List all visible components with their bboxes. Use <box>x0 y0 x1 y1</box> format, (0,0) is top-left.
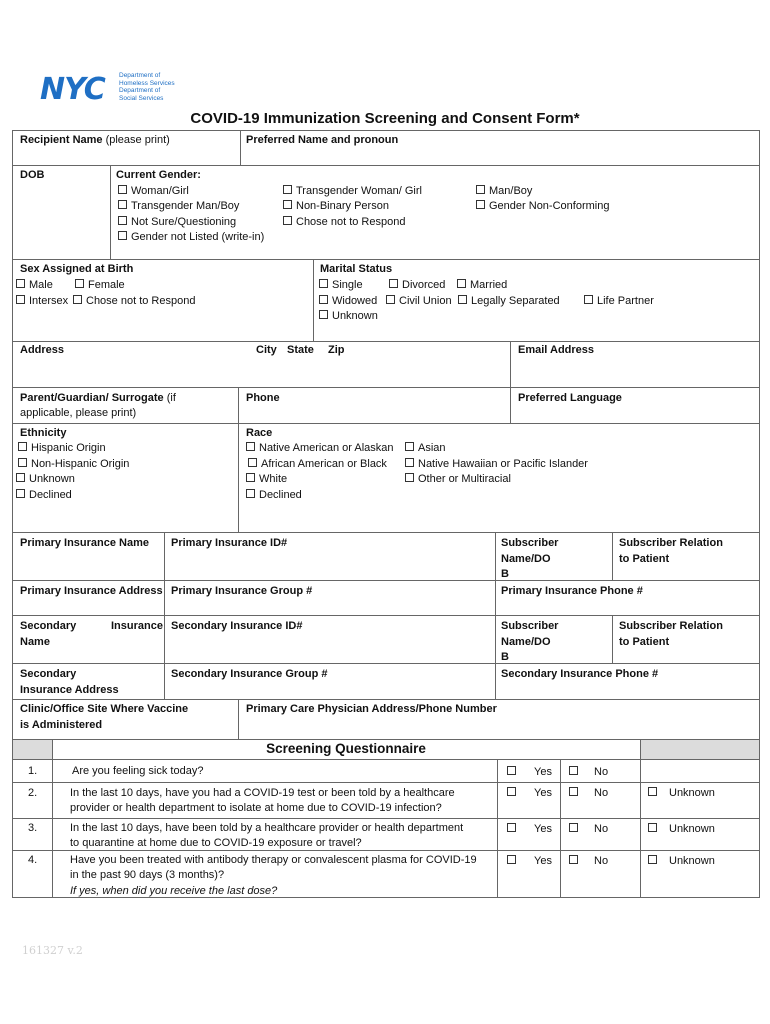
sex-option-male[interactable]: Male <box>16 278 53 294</box>
marital-option-divorced[interactable]: Divorced <box>389 278 445 294</box>
checkbox-icon[interactable] <box>389 279 398 288</box>
clinic-site-label: Clinic/Office Site Where Vaccine is Administered <box>20 703 189 731</box>
marital-option-unknown[interactable]: Unknown <box>319 309 378 325</box>
preferred-language-label: Preferred Language <box>518 392 622 404</box>
checkbox-icon[interactable] <box>648 855 657 864</box>
marital-option-civil-union[interactable]: Civil Union <box>386 294 452 310</box>
city-label: City <box>256 344 277 356</box>
checkbox-icon[interactable] <box>507 787 516 796</box>
marital-option-single[interactable]: Single <box>319 278 363 294</box>
primary-insurance-name-field[interactable] <box>13 553 163 579</box>
checkbox-icon[interactable] <box>569 823 578 832</box>
checkbox-icon[interactable] <box>283 216 292 225</box>
checkbox-icon[interactable] <box>16 489 25 498</box>
marital-option-married[interactable]: Married <box>457 278 507 294</box>
subscriber-dob-label: Subscriber Name/DO B <box>501 537 559 580</box>
question-number: 4. <box>28 854 38 866</box>
checkbox-icon[interactable] <box>246 473 255 482</box>
dob-label: DOB <box>20 169 45 181</box>
address-field[interactable] <box>13 360 509 386</box>
checkbox-icon[interactable] <box>569 855 578 864</box>
secondary-insurance-name-label-c: Name <box>20 636 50 648</box>
answer-yes[interactable]: Yes <box>507 786 552 802</box>
checkbox-icon[interactable] <box>73 295 82 304</box>
marital-option-widowed[interactable]: Widowed <box>319 294 377 310</box>
preferred-name-field[interactable] <box>241 150 758 164</box>
checkbox-icon[interactable] <box>584 295 593 304</box>
question-text: Are you feeling sick today? <box>72 765 204 777</box>
checkbox-icon[interactable] <box>569 766 578 775</box>
answer-no[interactable]: No <box>569 765 608 781</box>
answer-unknown[interactable]: Unknown <box>648 822 715 838</box>
checkbox-icon[interactable] <box>405 458 414 467</box>
marital-status-label: Marital Status <box>320 263 393 275</box>
phone-field[interactable] <box>239 407 509 422</box>
screening-questionnaire-title: Screening Questionnaire <box>266 741 426 756</box>
zip-label: Zip <box>328 344 345 356</box>
question-text: In the last 10 days, have been told by a healthcare provider or health department <box>70 822 464 834</box>
gender-option[interactable]: Transgender Woman/ Girl <box>283 184 422 200</box>
answer-yes[interactable]: Yes <box>507 854 552 870</box>
primary-insurance-id-field[interactable] <box>165 553 494 579</box>
recipient-name-label: Recipient Name (please print) <box>20 134 170 146</box>
checkbox-icon[interactable] <box>118 185 127 194</box>
gender-option[interactable]: Not Sure/Questioning <box>118 215 236 231</box>
primary-insurance-phone-label: Primary Insurance Phone # <box>501 585 643 597</box>
checkbox-icon[interactable] <box>18 442 27 451</box>
checkbox-icon[interactable] <box>283 200 292 209</box>
secondary-insurance-name-label: Secondary <box>20 620 77 632</box>
secondary-insurance-id-field[interactable] <box>165 636 494 662</box>
checkbox-icon[interactable] <box>118 200 127 209</box>
answer-yes[interactable]: Yes <box>507 765 552 781</box>
secondary-insurance-phone-label: Secondary Insurance Phone # <box>501 668 659 680</box>
answer-unknown[interactable]: Unknown <box>648 786 715 802</box>
current-gender-label: Current Gender: <box>116 169 201 181</box>
gender-option[interactable]: Gender not Listed (write-in) <box>118 230 264 246</box>
question-text: In the last 10 days, have you had a COVID-19 test or been told by a healthcare <box>70 787 455 799</box>
nyc-logo: NYC <box>40 72 105 107</box>
checkbox-icon[interactable] <box>16 295 25 304</box>
checkbox-icon[interactable] <box>476 200 485 209</box>
checkbox-icon[interactable] <box>457 279 466 288</box>
race-option[interactable]: Declined <box>246 488 302 504</box>
checkbox-icon[interactable] <box>648 787 657 796</box>
answer-no[interactable]: No <box>569 822 608 838</box>
checkbox-icon[interactable] <box>648 823 657 832</box>
sex-option-chose-not[interactable]: Chose not to Respond <box>73 294 195 310</box>
gender-option[interactable]: Transgender Man/Boy <box>118 199 239 215</box>
race-option[interactable]: Other or Multiracial <box>405 472 511 488</box>
department-name: Department of Homeless Services Department of Social Services <box>119 72 175 102</box>
race-option[interactable]: Native Hawaiian or Pacific Islander <box>405 457 588 473</box>
physician-field[interactable] <box>239 718 758 738</box>
guardian-note: applicable, please print) <box>20 407 137 419</box>
checkbox-icon[interactable] <box>246 489 255 498</box>
checkbox-icon[interactable] <box>75 279 84 288</box>
race-label: Race <box>246 427 273 439</box>
gender-option[interactable]: Woman/Girl <box>118 184 189 200</box>
secondary-subscriber-dob-label: Subscriber Name/DO B <box>501 620 559 663</box>
checkbox-icon[interactable] <box>16 473 25 482</box>
checkbox-icon[interactable] <box>507 855 516 864</box>
race-option[interactable]: White <box>246 472 287 488</box>
checkbox-icon[interactable] <box>405 442 414 451</box>
checkbox-icon[interactable] <box>319 295 328 304</box>
checkbox-icon[interactable] <box>458 295 467 304</box>
checkbox-icon[interactable] <box>118 216 127 225</box>
secondary-insurance-name-label-b: Insurance <box>111 620 163 632</box>
primary-insurance-phone-field[interactable] <box>496 599 758 614</box>
gender-option[interactable]: Man/Boy <box>476 184 532 200</box>
physician-label: Primary Care Physician Address/Phone Number <box>246 703 497 715</box>
email-address-label: Email Address <box>518 344 595 356</box>
primary-insurance-group-label: Primary Insurance Group # <box>171 585 313 597</box>
race-option[interactable]: African American or Black <box>248 457 387 473</box>
checkbox-icon[interactable] <box>476 185 485 194</box>
checkbox-icon[interactable] <box>507 823 516 832</box>
state-label: State <box>287 344 314 356</box>
race-option[interactable]: Asian <box>405 441 446 457</box>
gender-option[interactable]: Chose not to Respond <box>283 215 405 231</box>
marital-option-separated[interactable]: Legally Separated <box>458 294 560 310</box>
phone-label: Phone <box>246 392 280 404</box>
question-number: 1. <box>28 765 38 777</box>
checkbox-icon[interactable] <box>319 279 328 288</box>
email-address-field[interactable] <box>511 360 758 386</box>
secondary-insurance-group-label: Secondary Insurance Group # <box>171 668 328 680</box>
secondary-insurance-address-label: Secondary Insurance Address <box>20 668 119 696</box>
checkbox-icon[interactable] <box>118 231 127 240</box>
answer-unknown[interactable]: Unknown <box>648 854 715 870</box>
checkbox-icon[interactable] <box>18 458 27 467</box>
preferred-name-label: Preferred Name and pronoun <box>246 134 399 146</box>
question-text: in the past 90 days (3 months)? <box>70 869 225 881</box>
question-note: If yes, when did you receive the last dose? <box>70 885 278 897</box>
answer-no[interactable]: No <box>569 786 608 802</box>
question-number: 3. <box>28 822 38 834</box>
ethnicity-label: Ethnicity <box>20 427 67 439</box>
checkbox-icon[interactable] <box>386 295 395 304</box>
question-text: provider or health department to isolate at home due to COVID-19 infection? <box>70 802 442 814</box>
subscriber-relation-label: Subscriber Relation to Patient <box>619 537 723 565</box>
gender-option[interactable]: Gender Non-Conforming <box>476 199 609 215</box>
primary-insurance-id-label: Primary Insurance ID# <box>171 537 288 549</box>
checkbox-icon[interactable] <box>246 442 255 451</box>
secondary-insurance-id-label: Secondary Insurance ID# <box>171 620 303 632</box>
primary-insurance-address-label: Primary Insurance Address <box>20 585 163 597</box>
primary-insurance-group-field[interactable] <box>165 599 494 614</box>
sex-option-female[interactable]: Female <box>75 278 125 294</box>
secondary-subscriber-relation-label: Subscriber Relation to Patient <box>619 620 723 648</box>
form-code: 161327 v.2 <box>22 944 83 957</box>
checkbox-icon[interactable] <box>405 473 414 482</box>
dob-field[interactable] <box>13 185 109 257</box>
ethnicity-option[interactable]: Hispanic Origin <box>18 441 106 457</box>
ethnicity-option[interactable]: Declined <box>16 488 72 504</box>
address-label: Address <box>20 344 65 356</box>
ethnicity-option[interactable]: Non-Hispanic Origin <box>18 457 129 473</box>
question-number: 2. <box>28 787 38 799</box>
ethnicity-option[interactable]: Unknown <box>16 472 75 488</box>
checkbox-icon[interactable] <box>16 279 25 288</box>
sex-option-intersex[interactable]: Intersex <box>16 294 68 310</box>
checkbox-icon[interactable] <box>248 458 257 467</box>
checkbox-icon[interactable] <box>319 310 328 319</box>
answer-yes[interactable]: Yes <box>507 822 552 838</box>
marital-option-life-partner[interactable]: Life Partner <box>584 294 654 310</box>
secondary-insurance-phone-field[interactable] <box>496 683 758 698</box>
preferred-language-field[interactable] <box>511 407 758 422</box>
gender-option[interactable]: Non-Binary Person <box>283 199 389 215</box>
recipient-name-field[interactable] <box>13 150 239 164</box>
checkbox-icon[interactable] <box>507 766 516 775</box>
sex-assigned-label: Sex Assigned at Birth <box>20 263 134 275</box>
primary-insurance-name-label: Primary Insurance Name <box>20 537 150 549</box>
answer-no[interactable]: No <box>569 854 608 870</box>
guardian-label: Parent/Guardian/ Surrogate (if <box>20 392 176 404</box>
race-option[interactable]: Native American or Alaskan <box>246 441 394 457</box>
question-text: Have you been treated with antibody therapy or convalescent plasma for COVID-19 <box>70 854 477 866</box>
secondary-insurance-group-field[interactable] <box>165 683 494 698</box>
checkbox-icon[interactable] <box>569 787 578 796</box>
question-text: to quarantine at home due to COVID-19 exposure or travel? <box>70 837 362 849</box>
form-title: COVID-19 Immunization Screening and Consent Form* <box>190 110 580 127</box>
checkbox-icon[interactable] <box>283 185 292 194</box>
